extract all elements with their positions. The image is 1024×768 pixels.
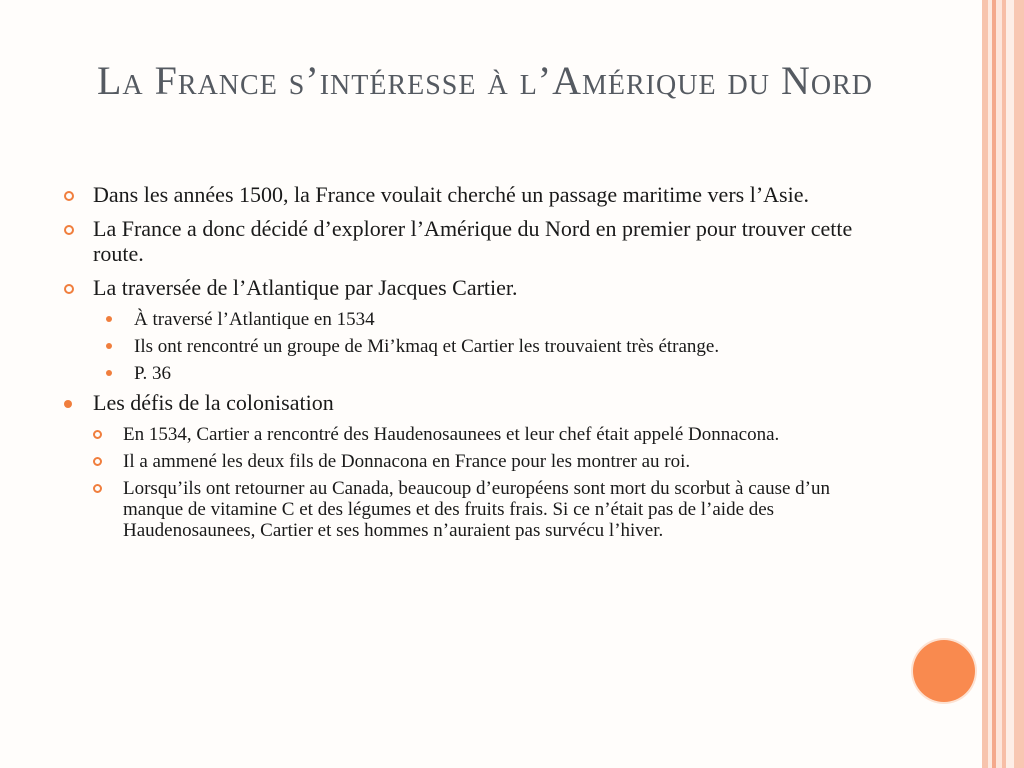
- sub-bullet-text: Ils ont rencontré un groupe de Mi’kmaq et Cartier les trouvaient très étrange.: [134, 336, 720, 357]
- ring-bullet-icon: [93, 457, 102, 466]
- sub-bullet-text: P. 36: [134, 363, 171, 384]
- sub-bullet-text: Lorsqu’ils ont retourner au Canada, beaucoup d’européens sont mort du scorbut à cause d’un manque de vitamine C et des légumes et des fruits frais. Si ce n’était pas de l’aide des Haudenosaunees, Cartier et ses hommes n’auraient pas survécu l’hiver.: [123, 478, 831, 541]
- bullet-text: La traversée de l’Atlantique par Jacques Cartier.: [93, 275, 518, 300]
- sub-bullet-item: [62, 363, 882, 384]
- dot-bullet-icon: [106, 316, 112, 322]
- slide-title: La France s’intéresse à l’Amérique du Nord: [97, 58, 873, 103]
- bullet-item: [62, 182, 882, 207]
- bullet-item: [62, 275, 882, 300]
- bullet-text: Les défis de la colonisation: [93, 390, 334, 415]
- right-decor-stripe: [1014, 0, 1024, 768]
- sub-bullet-item: [62, 451, 882, 472]
- sub-bullet-item: [62, 336, 882, 357]
- decorative-circle: [913, 640, 975, 702]
- sub-bullet-text: À traversé l’Atlantique en 1534: [134, 309, 375, 330]
- bullet-text: La France a donc décidé d’explorer l’Amérique du Nord en premier pour trouver cette route.: [93, 216, 853, 266]
- ring-bullet-icon: [93, 430, 102, 439]
- ring-bullet-icon: [64, 284, 74, 294]
- ring-bullet-icon: [64, 191, 74, 201]
- right-decor-stripe: [1006, 0, 1014, 768]
- dot-bullet-icon: [106, 370, 112, 376]
- bullet-item: [62, 216, 882, 266]
- sub-bullet-text: En 1534, Cartier a rencontré des Haudenosaunees et leur chef était appelé Donnacona.: [123, 424, 780, 445]
- sub-bullet-item: [62, 478, 882, 541]
- sub-bullet-item: [62, 424, 882, 445]
- slide-content: [62, 182, 882, 547]
- dot-bullet-icon: [64, 400, 72, 408]
- ring-bullet-icon: [93, 484, 102, 493]
- sub-bullet-text: Il a ammené les deux fils de Donnacona en France pour les montrer au roi.: [123, 451, 691, 472]
- ring-bullet-icon: [64, 225, 74, 235]
- dot-bullet-icon: [106, 343, 112, 349]
- bullet-text: Dans les années 1500, la France voulait cherché un passage maritime vers l’Asie.: [93, 182, 809, 207]
- bullet-item: [62, 390, 882, 415]
- sub-bullet-item: [62, 309, 882, 330]
